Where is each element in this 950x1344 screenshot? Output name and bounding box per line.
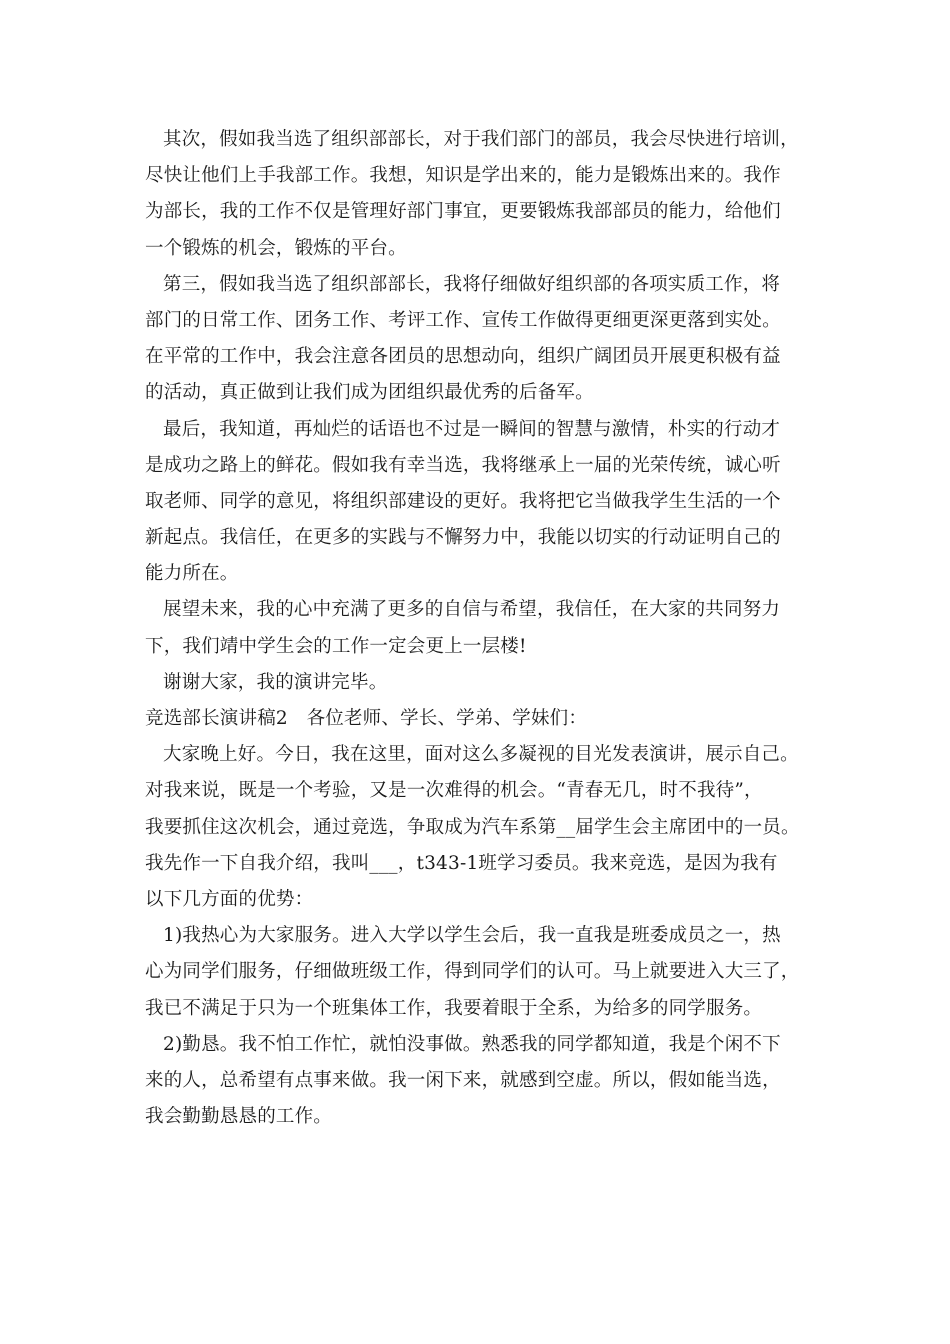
text-line: 以下几方面的优势： [145, 888, 314, 910]
document-body-text [145, 122, 810, 1135]
text-line: 尽快让他们上手我部工作。我想，知识是学出来的，能力是锻炼出来的。我作 [145, 165, 781, 187]
text-line: 取老师、同学的意见，将组织部建设的更好。我将把它当做我学生生活的一个 [145, 490, 781, 512]
text-line: 1)我热心为大家服务。进入大学以学生会后，我一直我是班委成员之一，热 [163, 925, 781, 947]
text-line: 能力所在。 [145, 563, 239, 585]
text-line: 在平常的工作中，我会注意各团员的思想动向，组织广阔团员开展更积极有益 [145, 346, 781, 368]
text-line: 对我来说，既是一个考验，又是一次难得的机会。“青春无几，时不我待”， [145, 780, 763, 802]
text-line: 谢谢大家，我的演讲完毕。 [163, 671, 388, 693]
text-line: 部门的日常工作、团务工作、考评工作、宣传工作做得更细更深更落到实处。 [145, 309, 781, 331]
text-line: 我要抓住这次机会，通过竞选，争取成为汽车系第__届学生会主席团中的一员。 [145, 816, 800, 838]
text-line: 心为同学们服务，仔细做班级工作，得到同学们的认可。马上就要进入大三了， [145, 961, 800, 983]
text-line: 我先作一下自我介绍，我叫___，t343-1班学习委员。我来竞选，是因为我有 [145, 852, 778, 874]
text-line: 竞选部长演讲稿2 各位老师、学长、学弟、学妹们： [145, 708, 588, 729]
text-line: 是成功之路上的鲜花。假如我有幸当选，我将继承上一届的光荣传统，诚心听 [145, 454, 781, 476]
text-line: 大家晚上好。今日，我在这里，面对这么多凝视的目光发表演讲，展示自己。 [163, 744, 799, 766]
text-line: 的活动，真正做到让我们成为团组织最优秀的后备军。 [145, 382, 594, 404]
text-line: 最后，我知道，再灿烂的话语也不过是一瞬间的智慧与激情，朴实的行动才 [163, 418, 781, 440]
text-line: 为部长，我的工作不仅是管理好部门事宜，更要锻炼我部部员的能力，给他们 [145, 201, 781, 223]
text-line: 下，我们靖中学生会的工作一定会更上一层楼! [145, 635, 527, 657]
text-line: 其次，假如我当选了组织部部长，对于我们部门的部员，我会尽快进行培训， [163, 129, 799, 150]
text-line: 我已不满足于只为一个班集体工作，我要着眼于全系，为给多的同学服务。 [145, 997, 763, 1019]
text-line: 2)勤恳。我不怕工作忙，就怕没事做。熟悉我的同学都知道，我是个闲不下 [163, 1033, 781, 1055]
text-line: 来的人，总希望有点事来做。我一闲下来，就感到空虚。所以，假如能当选， [145, 1069, 781, 1091]
text-line: 新起点。我信任，在更多的实践与不懈努力中，我能以切实的行动证明自己的 [145, 527, 781, 549]
text-line: 一个锻炼的机会，锻炼的平台。 [145, 237, 407, 259]
text-line: 第三，假如我当选了组织部部长，我将仔细做好组织部的各项实质工作，将 [163, 273, 781, 295]
text-line: 展望未来，我的心中充满了更多的自信与希望，我信任，在大家的共同努力 [163, 599, 781, 621]
text-line: 我会勤勤恳恳的工作。 [145, 1106, 333, 1128]
